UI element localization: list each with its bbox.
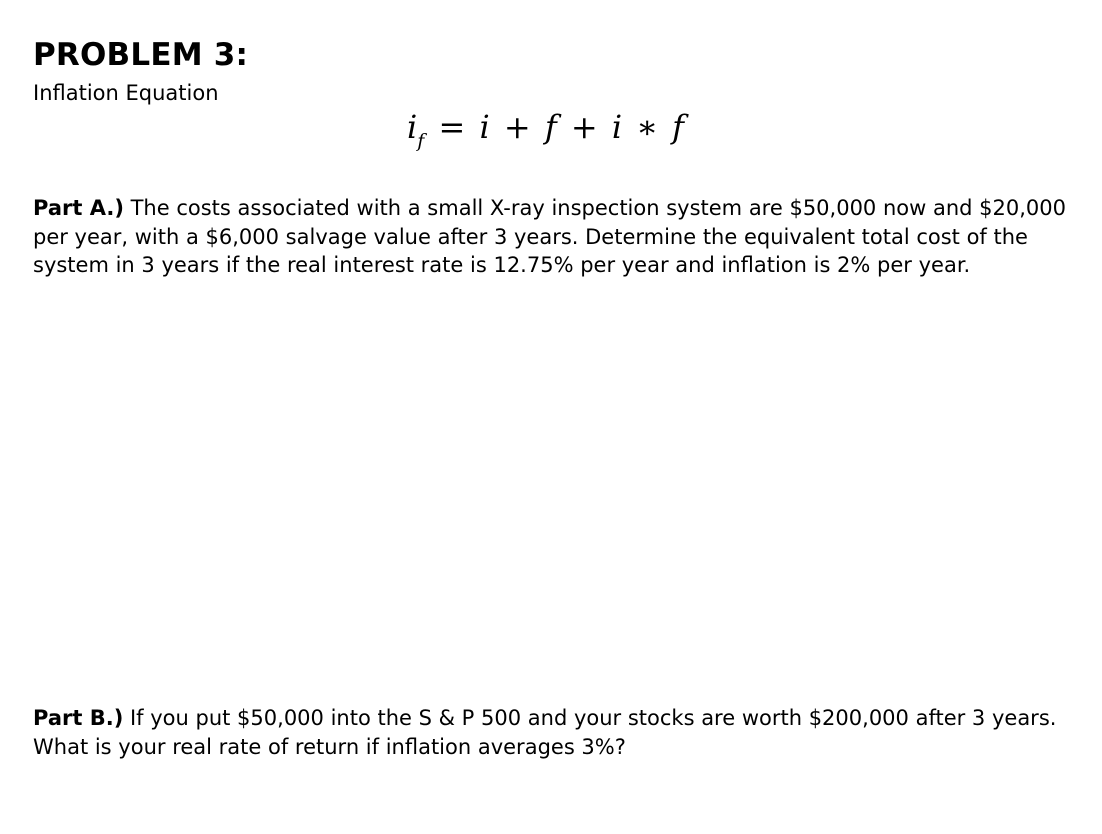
part-b-text: If you put $50,000 into the S & P 500 and your stocks are worth $200,000 after 3 years. What is your real rate of return if inflation averages 3%?: [33, 706, 1057, 759]
part-a-text: The costs associated with a small X-ray inspection system are $50,000 now and $20,000 per year, with a $6,000 salvage value after 3 years. Determine the equivalent total cost of the system in 3 years if the real interest rate is 12.75% per year and inflation is 2% per year.: [33, 196, 1067, 277]
part-a-paragraph: [33, 194, 1073, 280]
equation-lhs-variable: i: [407, 108, 418, 146]
equation-plus-sign-2: +: [570, 108, 598, 146]
equation-term-4: f: [672, 108, 684, 146]
equation-equals-sign: =: [438, 108, 466, 146]
problem-subtitle: Inflation Equation: [33, 81, 219, 105]
equation-times-sign: ∗: [636, 108, 658, 146]
equation-term-2: f: [544, 108, 557, 146]
equation-term-1: i: [479, 108, 490, 146]
equation-term-3: i: [611, 108, 623, 146]
part-a-label: Part A.): [33, 196, 124, 220]
part-b-paragraph: [33, 704, 1073, 761]
problem-title: PROBLEM 3:: [33, 37, 249, 73]
part-b-label: Part B.): [33, 706, 124, 730]
equation-plus-sign-1: +: [503, 108, 531, 146]
inflation-equation: [407, 108, 684, 152]
equation-lhs-subscript: f: [417, 130, 425, 152]
